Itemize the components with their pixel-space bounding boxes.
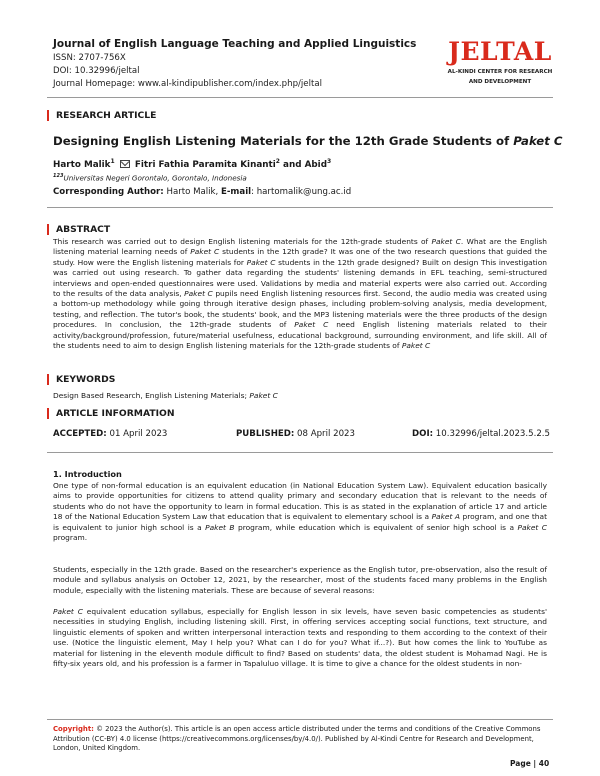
intro-text: program, and one that is equivalent to junior high school is a	[53, 512, 547, 532]
author-3-sup: 3	[327, 158, 332, 165]
intro-paragraph-1	[53, 481, 547, 543]
intro-text: program.	[53, 533, 88, 543]
corr-divider	[47, 207, 553, 208]
author-1-sup: 1	[110, 158, 115, 165]
abstract-text: students in the 12th grade? It was one of the two research questions that guided the study. How were the English listening materials for	[53, 247, 547, 267]
author-3: Abid	[304, 159, 327, 170]
page-number-value: 40	[538, 759, 550, 768]
abstract-text: students in the 12th grade designed? Built on design This investigation was carried out using research. To gather data regarding the students' listening demands in EFL teaching, semi-structured interviews and open-ended questionnaires were used. Validations by media and material experts were also carried out. According to the results of the data analysis,	[53, 257, 547, 299]
journal-name: Journal of English Language Teaching and Applied Linguistics	[53, 38, 417, 50]
intro-text: One type of non-formal education is an equivalent education (in National Education System Law). Equivalent education basically aims to provide opportunities for citizens to attend quality primary and secondary education that is relevant to the needs of students who do not have the opportunity to learn in formal education. This is as stated in the explanation of article 17 and article 18 of the National Education System Law that education that is equivalent to elementary school is a	[53, 481, 547, 522]
logo-wordmark: JELTAL	[448, 37, 552, 66]
logo-subtitle-line1: AL-KINDI CENTER FOR RESEARCH	[447, 69, 553, 75]
accepted-date	[53, 429, 167, 439]
keywords-list	[53, 391, 547, 401]
article-doi	[412, 429, 550, 439]
info-divider	[47, 452, 553, 453]
journal-homepage: Journal Homepage: www.al-kindipublisher.com/index.php/jeltal	[53, 79, 323, 89]
copyright-label: Copyright:	[53, 725, 94, 733]
email-icon	[120, 160, 130, 168]
keywords-heading: KEYWORDS	[47, 374, 115, 385]
abstract-text: . What are the English listening material learning needs of	[53, 237, 547, 257]
header-divider	[47, 97, 553, 98]
author-1: Harto Malik	[53, 159, 111, 170]
intro-heading: 1. Introduction	[53, 469, 122, 479]
affiliation-sup: 123	[53, 173, 64, 179]
copyright-text: © 2023 the Author(s). This article is an open access article distributed under the terms and conditions of the Creative Commons Attribution (CC-BY) 4.0 license (https://creativecommons.org/licenses/by/4.0/). Published by Al-Kindi Centre for Research and Development, London, United Kingdom.	[53, 725, 541, 753]
title-italic: Paket C	[513, 134, 563, 148]
intro-italic: Paket A	[431, 512, 460, 522]
section-label: RESEARCH ARTICLE	[47, 110, 156, 121]
corr-label: Corresponding Author:	[53, 187, 164, 197]
intro-text: Students, especially in the 12th grade. Based on the researcher's experience as the English tutor, pre-observation, also the result of module and syllabus analysis on October 12, 2021, by the researcher, most of the students faced many problems in the English module, especially with the listening materials. These are because of several reasons:	[53, 565, 547, 595]
keywords-italic: Paket C	[249, 391, 278, 400]
intro-text: equivalent education syllabus, especially for English lesson in six levels, have seven basic competencies as students' necessities in studying English, including listening skill. First, in offering services accepting social functions, text structure, and linguistic elements of spoken and written interpersonal interaction texts and responding to them according to the context of their use. (Notice the linguistic element, May I help you? What can I do for you? What if...?). But how comes the link to YouTube as material for listening in the eleventh module difficult to find? Based on students' data, the oldest student is Mohamad Nagi. He is fifty-six years old, and his profession is a farmer in Tapaluluo village. It is time to give a chance for the oldest students in non-	[53, 607, 547, 669]
page-number	[510, 759, 549, 768]
accepted-label: ACCEPTED:	[53, 429, 107, 439]
intro-italic: Paket C	[517, 522, 547, 532]
email-address: : hartomalik@ung.ac.id	[251, 187, 352, 197]
author-and: and	[279, 159, 305, 170]
published-label: PUBLISHED:	[236, 429, 295, 439]
doi-label: DOI:	[412, 429, 434, 439]
journal-issn: ISSN: 2707-756X	[53, 53, 126, 63]
intro-paragraph-3	[53, 607, 547, 669]
author-2-sup: 2	[275, 158, 280, 165]
doi-value: 10.32996/jeltal.2023.5.2.5	[433, 429, 550, 439]
logo-subtitle-line2: AND DEVELOPMENT	[468, 79, 532, 85]
abstract-italic: Paket C	[401, 341, 431, 351]
paper-title	[53, 134, 562, 148]
copyright-notice	[53, 725, 547, 754]
footer-divider	[47, 719, 553, 720]
keywords-text: Design Based Research, English Listening Materials;	[53, 391, 250, 400]
affiliation	[53, 173, 247, 182]
abstract-italic: Paket C	[184, 289, 213, 299]
article-info-heading: ARTICLE INFORMATION	[47, 408, 175, 419]
corresponding-author	[53, 187, 351, 197]
published-date	[236, 429, 355, 439]
abstract-italic: Paket C	[431, 237, 461, 246]
intro-italic: Paket B	[205, 522, 235, 532]
email-label: E-mail	[221, 187, 252, 197]
intro-text: program, while education which is equivalent of senior high school is a	[234, 522, 518, 532]
page-label: Page |	[510, 759, 539, 768]
author-list	[53, 158, 331, 170]
corr-name: Harto Malik,	[163, 187, 221, 197]
accepted-value: 01 April 2023	[106, 429, 168, 439]
abstract-body	[53, 237, 547, 351]
abstract-text: need English listening materials related to their activity/background/profession, future/material usefulness, educational background, surrounding environment, and life skill. All of the students need to aim to design English listening materials for the 12th-grade students of	[53, 320, 547, 351]
published-value: 08 April 2023	[294, 429, 355, 439]
affiliation-text: Universitas Negeri Gorontalo, Gorontalo, Indonesia	[63, 173, 247, 183]
abstract-heading: ABSTRACT	[47, 224, 110, 235]
abstract-italic: Paket C	[246, 257, 276, 267]
intro-paragraph-2	[53, 565, 547, 596]
intro-italic: Paket C	[53, 607, 83, 616]
jeltal-logo	[430, 38, 570, 86]
abstract-italic: Paket C	[294, 320, 329, 330]
author-2: Fitri Fathia Paramita Kinanti	[134, 159, 276, 170]
abstract-text: pupils need English listening resources first. Second, the audio media was created using a bottom-up methodology while going through iterative design phases, including problem-solving analysis, media development, testing, and reflection. The tutor's book, the students' book, and the MP3 listening materials were the three products of the design procedures. In conclusion, the 12th-grade students of	[53, 289, 547, 330]
abstract-text: This research was carried out to design English listening materials for the 12th-grade students of	[53, 237, 432, 246]
title-text: Designing English Listening Materials for the 12th Grade Students of	[53, 134, 514, 148]
journal-doi: DOI: 10.32996/jeltal	[53, 66, 140, 76]
abstract-italic: Paket C	[190, 247, 220, 257]
